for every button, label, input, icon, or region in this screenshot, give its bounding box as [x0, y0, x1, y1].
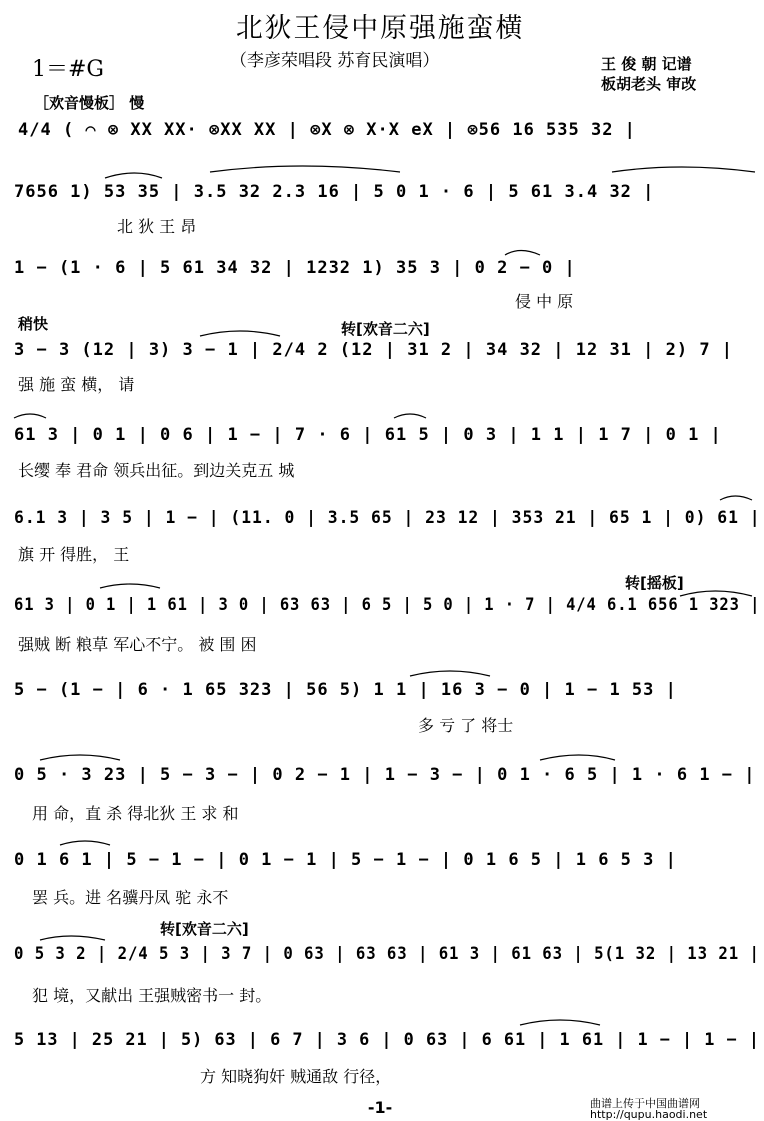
page-number: -1- — [367, 1098, 393, 1117]
lyric-line-11: 犯 境，又献出 王强贼密书一 封。 — [32, 986, 272, 1005]
slur-arc — [40, 755, 120, 760]
score-line-8: 5 − (1 − | 6 · 1 65 323 | 56 5) 1 1 | 16 3 − 0 | 1 − 1 53 | — [14, 680, 677, 700]
lyric-line-9: 用 命，直 杀 得北狄 王 求 和 — [32, 804, 239, 823]
score-line-11: 0 5 3 2 | 2/4 5 3 | 3 7 | 0 63 | 63 63 | 61 3 | 61 63 | 5(1 32 | 13 21 | — [14, 944, 760, 964]
score-line-10: 0 1 6 1 | 5 − 1 − | 0 1 − 1 | 5 − 1 − | 0 1 6 5 | 1 6 5 3 | — [14, 850, 677, 870]
modulation-marking-3: 转[欢音二六] — [160, 920, 249, 938]
lyric-line-4: 强 施 蛮 横， 请 — [18, 375, 135, 394]
key-signature: 1＝#G — [32, 57, 105, 82]
score-line-12: 5 13 | 25 21 | 5) 63 | 6 7 | 3 6 | 0 63 | 6 61 | 1 61 | 1 − | 1 − | — [14, 1030, 760, 1050]
score-line-4: 3 − 3 (12 | 3) 3 − 1 | 2/4 2 (12 | 31 2 | 34 32 | 12 31 | 2) 7 | — [14, 340, 734, 360]
score-line-2: 7656 1) 53 35 | 3.5 32 2.3 16 | 5 0 1 · 6 | 5 61 3.4 32 | — [14, 182, 655, 202]
lyric-line-10: 罢 兵。进 名骥丹凤 驼 永不 — [32, 888, 229, 907]
lyric-line-12: 方 知晓狗奸 贼通敌 行径， — [200, 1067, 392, 1086]
slur-arc — [520, 1020, 600, 1025]
slur-arc — [505, 251, 540, 256]
watermark-line-2: http://qupu.haodi.net — [590, 1108, 708, 1121]
slur-arc — [540, 755, 615, 760]
score-line-1: 4/4 ( ⌒ ⊗ XX XX· ⊗XX XX | ⊗X ⊗ X·X eX | ⊗56 16 535 32 | — [18, 120, 636, 140]
slur-arc — [105, 173, 162, 178]
watermark-line-1: 曲谱上传于中国曲谱网 — [590, 1097, 700, 1110]
slur-arc — [200, 331, 280, 336]
page-title: 北狄王侵中原强施蛮横 — [235, 13, 525, 44]
score-line-6: 6.1 3 | 3 5 | 1 − | (11. 0 | 3.5 65 | 23 12 | 353 21 | 65 1 | 0) 61 | — [14, 508, 761, 528]
slur-arc — [60, 841, 110, 845]
slur-arc — [100, 584, 160, 588]
modulation-marking-1: 转[欢音二六] — [341, 320, 430, 338]
lyric-line-7: 强贼 断 粮草 军心不宁。 被 围 困 — [18, 635, 257, 654]
lyric-line-2: 北 狄 王 昂 — [117, 217, 197, 236]
credit-revision: 板胡老头 审改 — [601, 75, 697, 93]
slur-arc — [410, 671, 490, 676]
tempo-marking: ［欢音慢板］ 慢 — [34, 94, 145, 112]
slur-arc — [14, 414, 46, 418]
subtitle: （李彦荣唱段 苏育民演唱） — [230, 51, 440, 71]
slur-arc — [210, 166, 400, 172]
lyric-line-3: 侵 中 原 — [515, 292, 574, 311]
lyric-line-5: 长缨 奉 君命 领兵出征。到边关克五 城 — [18, 461, 295, 480]
modulation-marking-2: 转[摇板] — [625, 574, 684, 592]
score-line-9: 0 5 · 3 23 | 5 − 3 − | 0 2 − 1 | 1 − 3 − | 0 1 · 6 5 | 1 · 6 1 − | — [14, 765, 756, 785]
credit-notation: 王 俊 朝 记谱 — [601, 55, 692, 73]
slur-arc — [720, 496, 752, 500]
slur-arc — [680, 591, 752, 596]
slur-arc — [40, 936, 105, 940]
score-line-5: 61 3 | 0 1 | 0 6 | 1 − | 7 · 6 | 61 5 | 0 3 | 1 1 | 1 7 | 0 1 | — [14, 425, 722, 445]
score-line-3: 1 − (1 · 6 | 5 61 34 32 | 1232 1) 35 3 | 0 2 − 0 | — [14, 258, 576, 278]
lyric-line-6: 旗 开 得胜， 王 — [18, 545, 130, 564]
slur-arc — [612, 167, 755, 172]
lyric-line-8: 多 亏 了 将士 — [418, 716, 514, 735]
slur-arc — [394, 414, 426, 418]
score-line-7: 61 3 | 0 1 | 1 61 | 3 0 | 63 63 | 6 5 | 5 0 | 1 · 7 | 4/4 6.1 656 1 323 | — [14, 595, 761, 615]
tempo-shaokuai: 稍快 — [18, 315, 49, 333]
